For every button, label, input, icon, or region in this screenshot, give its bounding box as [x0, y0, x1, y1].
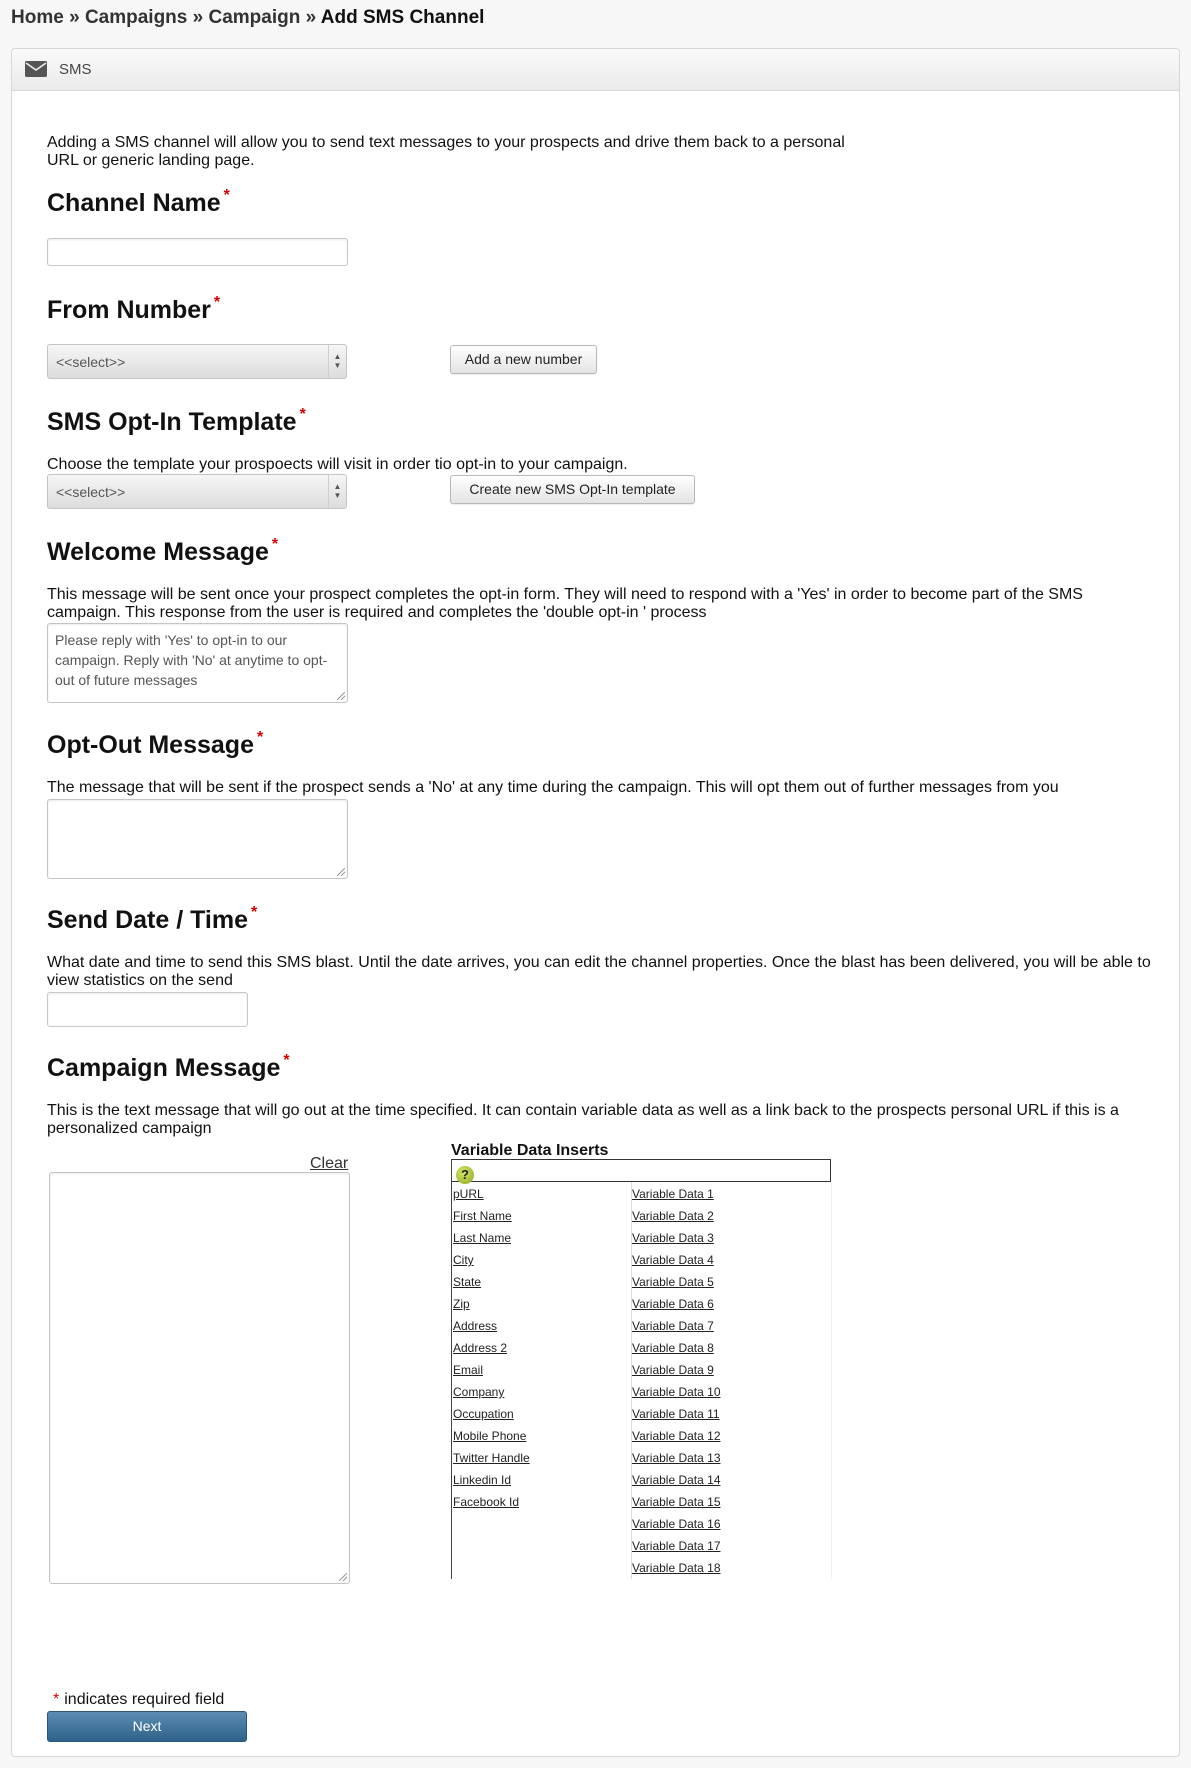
campaign-message-heading	[47, 1054, 290, 1083]
list-item	[453, 1254, 530, 1276]
list-item	[453, 1210, 530, 1232]
campaign-message-label: Campaign Message	[47, 1054, 281, 1082]
variable-data-link[interactable]: Variable Data 1	[632, 1187, 714, 1201]
list-item	[453, 1452, 530, 1474]
list-item	[632, 1474, 721, 1496]
list-item	[453, 1188, 530, 1210]
required-note: indicates required field	[64, 1691, 225, 1708]
campaign-message-description: This is the text message that will go out at the time specified. It can contain variable data as well as a link back to the prospects personal URL if this is a personalized campaign	[47, 1102, 1119, 1137]
list-item	[632, 1496, 721, 1518]
from-number-label: From Number	[47, 296, 211, 324]
list-item	[453, 1232, 530, 1254]
variable-data-link[interactable]: Variable Data 5	[632, 1275, 714, 1289]
variable-data-link[interactable]: Variable Data 6	[632, 1297, 714, 1311]
list-item	[632, 1364, 721, 1386]
required-marker: *	[53, 1691, 60, 1708]
variable-field-link[interactable]: pURL	[453, 1187, 484, 1201]
breadcrumb-home[interactable]: Home	[11, 7, 64, 28]
breadcrumb-separator: »	[69, 7, 80, 28]
variable-custom-list	[632, 1188, 721, 1584]
from-number-selected: <<select>>	[56, 354, 126, 370]
breadcrumb-separator: »	[192, 7, 204, 28]
list-item	[453, 1496, 530, 1518]
next-button[interactable]: Next	[47, 1711, 247, 1742]
resize-grip-icon[interactable]	[337, 692, 345, 700]
list-item	[453, 1320, 530, 1342]
select-arrows-icon: ▲ ▼	[328, 475, 346, 508]
variable-data-link[interactable]: Variable Data 16	[632, 1517, 721, 1531]
variable-data-link[interactable]: Variable Data 11	[632, 1407, 720, 1421]
from-number-select[interactable]	[47, 344, 347, 379]
list-item	[453, 1298, 530, 1320]
variable-field-link[interactable]: City	[453, 1253, 474, 1267]
required-marker: *	[271, 536, 279, 553]
variable-data-link[interactable]: Variable Data 3	[632, 1231, 714, 1245]
list-item	[632, 1254, 721, 1276]
list-item	[632, 1320, 721, 1342]
required-marker: *	[299, 406, 306, 423]
opt-in-label: SMS Opt-In Template	[47, 408, 297, 436]
send-date-description: What date and time to send this SMS blast. Until the date arrives, you can edit the channel properties. Once the blast has been delivered, you will be able to view statistics on the send	[47, 954, 1151, 989]
list-item	[632, 1562, 721, 1584]
variable-field-link[interactable]: Email	[453, 1363, 484, 1377]
channel-name-heading	[47, 189, 230, 218]
list-item	[632, 1386, 721, 1408]
opt-out-message-textarea[interactable]	[47, 799, 348, 879]
list-item	[632, 1298, 721, 1320]
list-item	[453, 1386, 530, 1408]
list-item	[632, 1452, 721, 1474]
welcome-message-value: Please reply with 'Yes' to opt-in to our campaign. Reply with 'No' at anytime to opt-out of future messages	[55, 632, 328, 688]
variable-data-title: Variable Data Inserts	[451, 1142, 609, 1159]
breadcrumb-campaigns[interactable]: Campaigns	[84, 7, 188, 28]
list-item	[453, 1364, 530, 1386]
breadcrumb-separator: »	[305, 7, 317, 28]
required-marker: *	[213, 294, 221, 311]
opt-in-template-select[interactable]	[47, 474, 347, 509]
list-item	[453, 1430, 530, 1452]
variable-data-header	[452, 1159, 831, 1182]
required-footnote	[53, 1691, 224, 1709]
channel-name-label: Channel Name	[47, 189, 221, 217]
variable-field-link[interactable]: Occupation	[453, 1407, 514, 1421]
variable-field-link[interactable]: Linkedin Id	[453, 1473, 512, 1487]
list-item	[632, 1276, 721, 1298]
list-item	[453, 1474, 530, 1496]
channel-name-input[interactable]	[47, 238, 348, 266]
variable-field-link[interactable]: Twitter Handle	[453, 1451, 530, 1465]
clear-link[interactable]: Clear	[310, 1155, 349, 1172]
variable-field-link[interactable]: Mobile Phone	[453, 1429, 527, 1443]
variable-data-link[interactable]: Variable Data 7	[632, 1319, 714, 1333]
variable-fields-list	[453, 1188, 530, 1518]
list-item	[632, 1408, 721, 1430]
opt-out-label: Opt-Out Message	[47, 731, 254, 759]
welcome-heading	[47, 538, 278, 567]
breadcrumb-campaign[interactable]: Campaign	[208, 7, 301, 28]
variable-data-link[interactable]: Variable Data 12	[632, 1429, 721, 1443]
variable-field-link[interactable]: Company	[453, 1385, 505, 1399]
variable-data-link[interactable]: Variable Data 14	[632, 1473, 721, 1487]
create-opt-in-template-button[interactable]: Create new SMS Opt-In template	[450, 475, 695, 504]
variable-data-link[interactable]: Variable Data 2	[632, 1209, 714, 1223]
campaign-message-textarea[interactable]	[49, 1172, 350, 1584]
variable-data-link[interactable]: Variable Data 10	[632, 1385, 721, 1399]
variable-data-link[interactable]: Variable Data 18	[632, 1561, 721, 1575]
help-icon[interactable]: ?	[456, 1166, 474, 1184]
required-marker: *	[223, 187, 230, 204]
list-item	[453, 1408, 530, 1430]
variable-data-link[interactable]: Variable Data 13	[632, 1451, 721, 1465]
variable-data-box	[451, 1159, 831, 1579]
list-item	[453, 1342, 530, 1364]
variable-data-link[interactable]: Variable Data 15	[632, 1495, 721, 1509]
list-item	[632, 1210, 721, 1232]
list-item	[632, 1430, 721, 1452]
panel-header	[12, 49, 1179, 91]
required-marker: *	[251, 904, 258, 921]
envelope-icon	[25, 61, 47, 77]
resize-grip-icon[interactable]	[337, 868, 345, 876]
variable-field-link[interactable]: Facebook Id	[453, 1495, 520, 1509]
required-marker: *	[256, 729, 264, 746]
resize-grip-icon[interactable]	[339, 1573, 347, 1581]
variable-field-link[interactable]: Address	[453, 1319, 498, 1333]
list-item	[632, 1342, 721, 1364]
opt-in-selected: <<select>>	[56, 484, 126, 500]
opt-in-heading	[47, 408, 306, 437]
list-item	[632, 1518, 721, 1540]
required-marker: *	[283, 1052, 290, 1069]
send-date-label: Send Date / Time	[47, 906, 248, 934]
variable-data-link[interactable]: Variable Data 8	[632, 1341, 714, 1355]
variable-field-link[interactable]: Last Name	[453, 1231, 512, 1245]
list-item	[632, 1540, 721, 1562]
variable-field-link[interactable]: Address 2	[453, 1341, 508, 1355]
panel-title: SMS	[59, 61, 92, 78]
variable-data-link[interactable]: Variable Data 17	[632, 1539, 721, 1553]
column-divider	[831, 1182, 832, 1579]
variable-data-link[interactable]: Variable Data 9	[632, 1363, 714, 1377]
variable-field-link[interactable]: First Name	[453, 1209, 512, 1223]
opt-out-description: The message that will be sent if the prospect sends a 'No' at any time during the campaign. This will opt them out of further messages from you	[47, 779, 1059, 796]
breadcrumb-current: Add SMS Channel	[320, 7, 485, 28]
send-date-heading	[47, 906, 257, 935]
welcome-description: This message will be sent once your prospect completes the opt-in form. They will need to respond with a 'Yes' in order to become part of the SMS campaign. This response from the user is required and completes the 'double opt-in ' process	[47, 586, 1083, 621]
select-arrows-icon: ▲ ▼	[328, 345, 346, 378]
add-number-button[interactable]: Add a new number	[450, 345, 597, 374]
list-item	[453, 1276, 530, 1298]
welcome-message-textarea[interactable]	[47, 623, 348, 703]
variable-data-link[interactable]: Variable Data 4	[632, 1253, 714, 1267]
variable-field-link[interactable]: State	[453, 1275, 482, 1289]
opt-in-description: Choose the template your prospoects will visit in order tio opt-in to your campaign.	[47, 456, 628, 473]
welcome-label: Welcome Message	[47, 538, 269, 566]
list-item	[632, 1188, 721, 1210]
breadcrumb	[11, 7, 484, 29]
intro-text: Adding a SMS channel will allow you to send text messages to your prospects and drive them back to a personal URL or generic landing page.	[47, 134, 845, 169]
list-item	[632, 1232, 721, 1254]
from-number-heading	[47, 296, 220, 325]
opt-out-heading	[47, 731, 263, 760]
variable-field-link[interactable]: Zip	[453, 1297, 470, 1311]
send-date-input[interactable]	[47, 992, 248, 1027]
